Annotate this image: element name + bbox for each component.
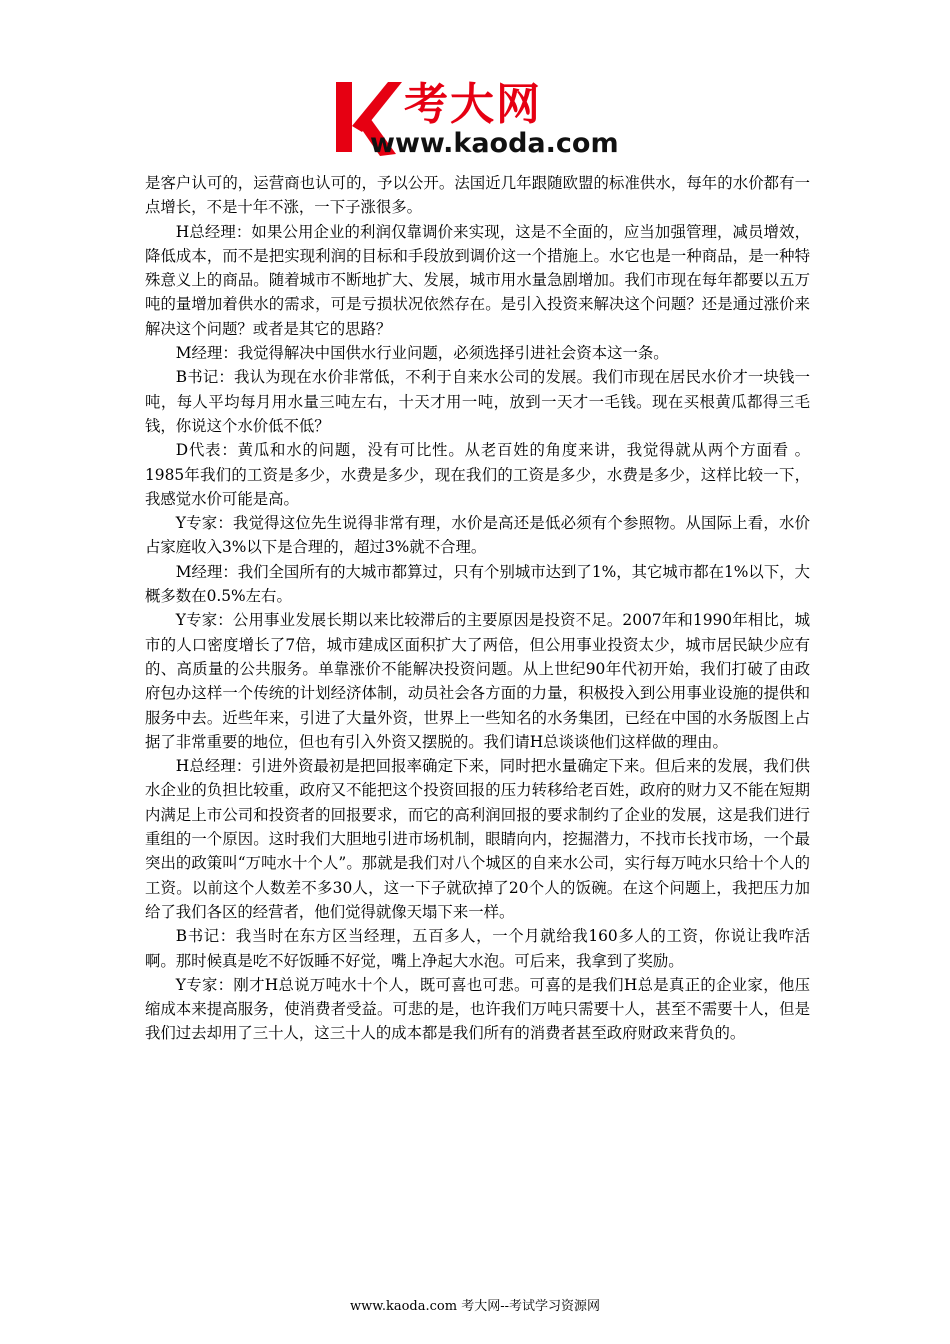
paragraph: B书记：我认为现在水价非常低，不利于自来水公司的发展。我们市现在居民水价才一块钱一吨，每人平均每月用水量三吨左右，十天才用一吨，放到一天才一毛钱。现在买根黄瓜都得三毛钱，你说这个水价低不低？ [145,368,810,435]
paragraph: Y专家：公用事业发展长期以来比较滞后的主要原因是投资不足。2007年和1990年相比，城市的人口密度增长了7倍，城市建成区面积扩大了两倍，但公用事业投资太少，城市居民缺少应有的、高质量的公共服务。单靠涨价不能解决投资问题。从上世纪90年代初开始，我们打破了由政府包办这样一个传统的计划经济体制，动员社会各方面的力量，积极投入到公用事业设施的提供和服务中去。近些年来，引进了大量外资，世界上一些知名的水务集团，已经在中国的水务版图上占据了非常重要的地位，但也有引入外资又摆脱的。我们请H总谈谈他们这样做的理由。 [145,611,810,751]
logo-url: www.kaoda.com [370,128,619,159]
logo-chinese-name: 考大网 [404,79,542,130]
paragraph: M经理：我觉得解决中国供水行业问题，必须选择引进社会资本这一条。 [175,344,669,363]
paragraph: 是客户认可的，运营商也认可的，予以公开。法国近几年跟随欧盟的标准供水，每年的水价都有一点增长，不是十年不涨，一下子涨很多。 [145,174,810,217]
article-body [145,171,810,1046]
paragraph: B书记：我当时在东方区当经理，五百多人，一个月就给我160多人的工资，你说让我咋活啊。那时候真是吃不好饭睡不好觉，嘴上净起大水泡。可后来，我拿到了奖励。 [145,927,810,970]
paragraph: Y专家：刚才H总说万吨水十个人，既可喜也可悲。可喜的是我们H总是真正的企业家，他压缩成本来提高服务，使消费者受益。可悲的是，也许我们万吨只需要十人，甚至不需要十人，但是我们过去却用了三十人，这三十人的成本都是我们所有的消费者甚至政府财政来背负的。 [145,975,810,1043]
paragraph: D代表：黄瓜和水的问题，没有可比性。从老百姓的角度来讲，我觉得就从两个方面看 。1985年我们的工资是多少，水费是多少，现在我们的工资是多少，水费是多少，这样比较一下，我感觉水价可能是高。 [145,441,810,508]
page-footer: www.kaoda.com 考大网--考试学习资源网 [350,1299,600,1314]
site-header [330,78,660,168]
paragraph: H总经理：如果公用企业的利润仅靠调价来实现，这是不全面的，应当加强管理，减员增效，降低成本，而不是把实现利润的目标和手段放到调价这一个措施上。水它也是一种商品，是一种特殊意义上的商品。随着城市不断地扩大、发展，城市用水量急剧增加。我们市现在每年都要以五万吨的量增加着供水的需求，可是亏损状况依然存在。是引入投资来解决这个问题？还是通过涨价来解决这个问题？或者是其它的思路？ [145,222,810,338]
paragraph: M经理：我们全国所有的大城市都算过，只有个别城市达到了1%，其它城市都在1%以下，大概多数在0.5%左右。 [145,562,810,606]
paragraph: Y专家：我觉得这位先生说得非常有理，水价是高还是低必须有个参照物。从国际上看，水价占家庭收入3%以下是合理的，超过3%就不合理。 [145,514,810,557]
paragraph: H总经理：引进外资最初是把回报率确定下来，同时把水量确定下来。但后来的发展，我们供水企业的负担比较重，政府又不能把这个投资回报的压力转移给老百姓，政府的财力又不能在短期内满足上市公司和投资者的回报要求，而它的高利润回报的要求制约了企业的发展，这是我们进行重组的一个原因。这时我们大胆地引进市场机制，眼睛向内，挖掘潜力，不找市长找市场，一个最突出的政策叫“万吨水十个人”。那就是我们对八个城区的自来水公司，实行每万吨水只给十个人的工资。以前这个人数差不多30人，这一下子就砍掉了20个人的饭碗。在这个问题上，我把压力加给了我们各区的经营者，他们觉得就像天塌下来一样。 [145,757,810,921]
